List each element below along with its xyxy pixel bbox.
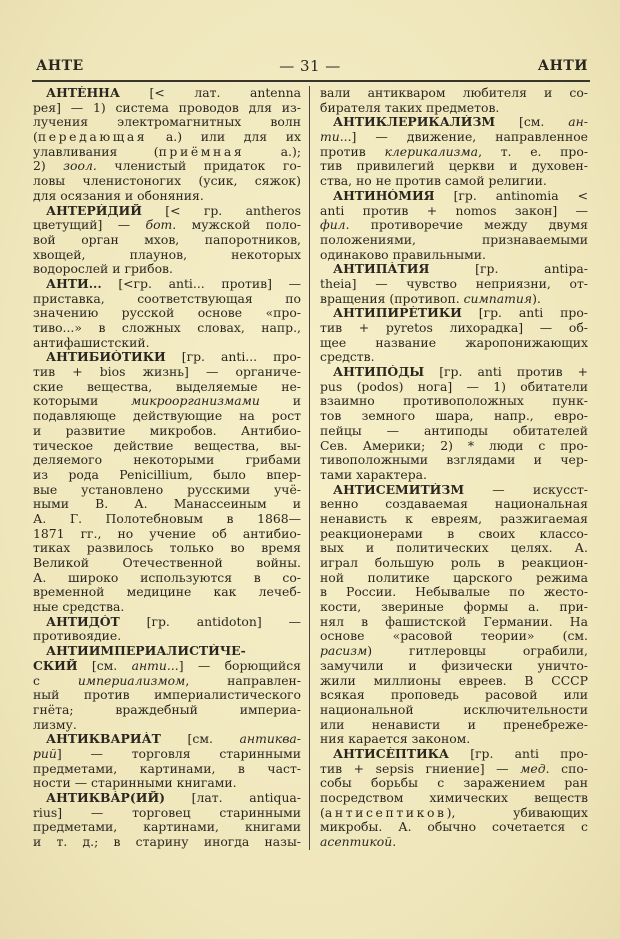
headword: АНТИПИРЕ́ТИКИ bbox=[333, 306, 462, 321]
text-run: в России. Небывалые по жесто- bbox=[320, 585, 588, 600]
text-line bbox=[33, 189, 301, 204]
text-line bbox=[320, 453, 588, 468]
text-run: и т. д.; в старину иногда назы- bbox=[33, 835, 301, 850]
text-run: рея] — 1) система проводов для из- bbox=[33, 100, 301, 115]
text-run: лучения электромагнитных волн bbox=[33, 115, 301, 130]
text-line bbox=[320, 306, 588, 321]
text-line bbox=[33, 262, 301, 277]
text-line bbox=[320, 820, 588, 835]
text-line bbox=[33, 233, 301, 248]
right-column bbox=[320, 86, 588, 850]
text-line bbox=[320, 277, 588, 292]
text-line bbox=[320, 703, 588, 718]
text-run: основе «расовой теории» (см. bbox=[320, 629, 588, 644]
text-line bbox=[320, 380, 588, 395]
text-line bbox=[320, 365, 588, 380]
text-run: вали антикваром любителя и со- bbox=[320, 86, 588, 100]
text-line bbox=[320, 115, 588, 130]
headword: АНТЕРИ́ДИЙ bbox=[46, 203, 142, 218]
text-run: противоядие. bbox=[33, 629, 122, 644]
text-run: Сев. Америки; 2) * люди с про- bbox=[320, 438, 588, 453]
text-run: антифашистский. bbox=[33, 335, 150, 350]
text-run: а.); bbox=[244, 144, 301, 159]
text-line bbox=[320, 409, 588, 424]
text-line bbox=[33, 365, 301, 380]
text-line bbox=[320, 762, 588, 777]
text-run: ), убивающих bbox=[446, 805, 588, 820]
text-run: играл большую роль в реакцион- bbox=[320, 556, 588, 570]
text-line bbox=[320, 556, 588, 571]
headword: АНТИПА́ТИЯ bbox=[333, 262, 430, 277]
text-line bbox=[33, 101, 301, 116]
text-run: цветущий] — bbox=[33, 218, 146, 233]
text-run: предметами, картинами, в част- bbox=[33, 761, 301, 776]
text-line bbox=[33, 791, 301, 806]
text-line bbox=[320, 571, 588, 586]
spaced-term: передающая bbox=[37, 130, 148, 145]
text-run: ) гитлеровцы ограбили, bbox=[367, 644, 588, 659]
running-head-right: АНТИ bbox=[537, 58, 588, 74]
text-run: микробы. А. обычно сочетается с bbox=[320, 820, 588, 835]
column-divider bbox=[309, 86, 310, 850]
text-line bbox=[320, 159, 588, 174]
text-run: тиво...» в сложных словах, напр., bbox=[33, 321, 301, 335]
text-line bbox=[33, 732, 301, 747]
text-run: [см. bbox=[495, 115, 569, 130]
text-run: временной медицине как лечеб- bbox=[33, 585, 301, 600]
text-line bbox=[33, 277, 301, 292]
text-line bbox=[33, 453, 301, 468]
text-line bbox=[320, 145, 588, 160]
text-run: бирателя таких предметов. bbox=[320, 100, 500, 115]
text-run: ] — торговля старинными bbox=[56, 746, 301, 761]
text-run: — искусст- bbox=[464, 482, 588, 497]
text-line bbox=[33, 527, 301, 542]
text-line bbox=[320, 174, 588, 189]
spaced-term: приёмная bbox=[158, 144, 245, 159]
text-line bbox=[33, 380, 301, 395]
text-line bbox=[320, 659, 588, 674]
text-line bbox=[33, 350, 301, 365]
text-line bbox=[320, 394, 588, 409]
text-run: из рода Penicillium, было впер- bbox=[33, 467, 301, 482]
text-run: предметами, картинами, книгами bbox=[33, 820, 301, 835]
text-line bbox=[320, 585, 588, 600]
text-run: pus (podos) нога] — 1) обитатели bbox=[320, 379, 588, 394]
text-run: противоречие между двумя bbox=[349, 218, 588, 233]
text-line bbox=[320, 218, 588, 233]
italic-term: микроорганизмами bbox=[131, 394, 260, 409]
text-run: для осязания и обоняния. bbox=[33, 188, 204, 203]
text-run: тами характера. bbox=[320, 467, 427, 482]
text-line bbox=[320, 644, 588, 659]
italic-term: ти... bbox=[320, 130, 352, 145]
text-line bbox=[320, 776, 588, 791]
italic-term: империализмом bbox=[77, 673, 186, 688]
headword: АНТИИМПЕРИАЛИСТИ́ЧЕ- bbox=[46, 644, 246, 659]
text-run: [<гр. anti... против] — bbox=[101, 276, 301, 291]
headword: АНТИКВА́Р(ИЙ) bbox=[46, 791, 166, 805]
text-run: с bbox=[33, 673, 78, 688]
text-run: тив + bios жизнь] — органиче- bbox=[33, 365, 301, 380]
page-number: — 31 — bbox=[279, 57, 341, 75]
text-run: которыми bbox=[33, 394, 132, 409]
text-line bbox=[33, 321, 301, 336]
italic-term: симпатия bbox=[463, 291, 533, 306]
italic-term: зоол. bbox=[63, 159, 97, 174]
text-line bbox=[320, 101, 588, 116]
text-line bbox=[320, 806, 588, 821]
text-run: кости, звериные формы а. при- bbox=[320, 600, 588, 615]
text-run: ( bbox=[33, 130, 38, 145]
text-line bbox=[33, 688, 301, 703]
text-line bbox=[320, 233, 588, 248]
text-run: [гр. anti против + bbox=[424, 365, 588, 380]
text-run: ности — старинными книгами. bbox=[33, 776, 237, 791]
text-line bbox=[33, 615, 301, 630]
text-run: [< лат. antenna bbox=[119, 86, 301, 100]
text-line bbox=[320, 791, 588, 806]
italic-term: рий bbox=[33, 746, 57, 761]
text-run: приставка, соответствующая по bbox=[33, 291, 301, 306]
text-line bbox=[320, 336, 588, 351]
text-line bbox=[320, 527, 588, 542]
text-run: ные средства. bbox=[33, 600, 125, 615]
text-line bbox=[320, 541, 588, 556]
text-line bbox=[320, 292, 588, 307]
text-run: А. широко используются в со- bbox=[33, 570, 301, 585]
text-run: тив + sepsis гниение] — bbox=[320, 761, 521, 776]
text-line bbox=[33, 806, 301, 821]
text-line bbox=[33, 747, 301, 762]
text-line bbox=[320, 468, 588, 483]
text-run: мужской поло- bbox=[176, 218, 301, 233]
headword: АНТЕ́ННА bbox=[46, 86, 120, 100]
headword: АНТИБИО́ТИКИ bbox=[46, 350, 166, 365]
text-line bbox=[33, 424, 301, 439]
text-line bbox=[33, 541, 301, 556]
text-line bbox=[33, 336, 301, 351]
text-run: венно создаваемая национальная bbox=[320, 497, 588, 512]
text-line bbox=[33, 600, 301, 615]
text-run: водорослей и грибов. bbox=[33, 262, 173, 277]
text-run: а.) или для их bbox=[147, 130, 301, 145]
headword: АНТИ... bbox=[46, 276, 102, 291]
text-line bbox=[33, 718, 301, 733]
text-line bbox=[33, 204, 301, 219]
text-line bbox=[33, 835, 301, 850]
text-line bbox=[33, 674, 301, 689]
text-line bbox=[320, 600, 588, 615]
text-line bbox=[320, 350, 588, 365]
text-line bbox=[320, 483, 588, 498]
text-run: вые установлено русскими учё- bbox=[33, 482, 301, 497]
text-run: лизму. bbox=[33, 717, 77, 732]
text-run: пейцы — антиподы обитателей bbox=[320, 423, 588, 438]
text-line bbox=[33, 174, 301, 189]
left-column bbox=[33, 86, 301, 850]
text-run: щее название жаропонижающих bbox=[320, 335, 588, 350]
italic-term: фил. bbox=[320, 218, 350, 233]
text-run: собы борьбы с заражением ран bbox=[320, 776, 588, 791]
text-line bbox=[320, 204, 588, 219]
text-line bbox=[320, 732, 588, 747]
text-line bbox=[320, 439, 588, 454]
text-run: [гр. antipa- bbox=[429, 262, 588, 277]
text-run: всякая проповедь расовой или bbox=[320, 688, 588, 703]
text-line bbox=[33, 115, 301, 130]
text-run: тов земного шара, напр., евро- bbox=[320, 409, 588, 424]
italic-term: ан- bbox=[568, 115, 588, 130]
header-rule bbox=[32, 80, 590, 82]
text-line bbox=[33, 776, 301, 791]
text-run: замучили и физически уничто- bbox=[320, 658, 588, 673]
text-run: ] — борющийся bbox=[178, 658, 301, 673]
text-line bbox=[33, 762, 301, 777]
text-run: реакционерами в своих классо- bbox=[320, 526, 588, 541]
text-run: . bbox=[392, 835, 397, 850]
text-line bbox=[33, 512, 301, 527]
text-line bbox=[320, 321, 588, 336]
text-line bbox=[33, 439, 301, 454]
spaced-term: антисептиков bbox=[324, 805, 447, 820]
text-run: ловы членистоногих (усик, сяжок) bbox=[33, 174, 301, 189]
text-run: улавливания ( bbox=[33, 144, 159, 159]
text-run: и развитие микробов. Антибио- bbox=[33, 423, 301, 438]
text-line bbox=[33, 409, 301, 424]
text-line bbox=[320, 497, 588, 512]
text-run: хвощей, плаунов, некоторых bbox=[33, 247, 301, 262]
headword: СКИЙ bbox=[33, 658, 78, 673]
text-run: [< гр. antheros bbox=[141, 203, 301, 218]
text-line bbox=[33, 820, 301, 835]
text-run: ] — движение, направленное bbox=[351, 130, 588, 145]
headword: АНТИСЕМИТИ́ЗМ bbox=[333, 482, 465, 497]
text-run: подавляюще действующие на рост bbox=[33, 409, 301, 424]
text-line bbox=[320, 512, 588, 527]
text-line bbox=[320, 86, 588, 101]
text-run: , т. е. про- bbox=[478, 144, 588, 159]
text-line bbox=[33, 306, 301, 321]
italic-term: антиква- bbox=[239, 732, 301, 747]
text-line bbox=[33, 292, 301, 307]
text-line bbox=[33, 145, 301, 160]
headword: АНТИПО́ДЫ bbox=[333, 365, 425, 380]
text-run: или ненависти и пренебреже- bbox=[320, 717, 588, 732]
text-line bbox=[320, 718, 588, 733]
text-run: [гр. antinomia < bbox=[434, 188, 588, 203]
text-run: [гр. anti... про- bbox=[165, 350, 301, 365]
text-run: вых и политических целях. А. bbox=[320, 541, 588, 556]
text-run: ния карается законом. bbox=[320, 732, 471, 747]
text-run: спо- bbox=[549, 761, 588, 776]
text-run: тическое действие вещества, вы- bbox=[33, 438, 301, 453]
headword: АНТИНО́МИЯ bbox=[333, 188, 435, 203]
text-run: взаимно противоположных пунк- bbox=[320, 394, 588, 409]
text-run: anti против + nomos закон] — bbox=[320, 203, 588, 218]
text-line bbox=[33, 629, 301, 644]
text-run: тив привилегий церкви и духовен- bbox=[320, 159, 588, 174]
headword: АНТИДО́Т bbox=[46, 614, 120, 629]
text-line bbox=[320, 262, 588, 277]
text-run: ной политике царского режима bbox=[320, 570, 588, 585]
text-run: ненависть к евреям, разжигаемая bbox=[320, 511, 588, 526]
text-run: нял в фашистской Германии. На bbox=[320, 614, 588, 629]
text-run: и bbox=[259, 394, 301, 409]
text-line bbox=[33, 248, 301, 263]
text-run: тив + pyretos лихорадка] — об- bbox=[320, 321, 588, 335]
text-run: национальной исключительности bbox=[320, 702, 588, 717]
text-line bbox=[320, 130, 588, 145]
text-line bbox=[33, 218, 301, 233]
headword: АНТИКВАРИА́Т bbox=[46, 732, 161, 747]
text-line bbox=[33, 130, 301, 145]
text-line bbox=[33, 659, 301, 674]
text-line bbox=[33, 394, 301, 409]
text-run: против bbox=[320, 144, 385, 159]
text-run: значению русской основе «про- bbox=[33, 306, 301, 321]
text-line bbox=[33, 497, 301, 512]
italic-term: расизм bbox=[320, 644, 368, 659]
italic-term: анти... bbox=[131, 658, 179, 673]
text-line bbox=[320, 688, 588, 703]
text-run: деляемого некоторыми грибами bbox=[33, 453, 301, 468]
text-run: жили миллионы евреев. В СССР bbox=[320, 673, 588, 688]
text-run: [гр. antidoton] — bbox=[119, 614, 301, 629]
text-line bbox=[33, 585, 301, 600]
text-run: А. Г. Полотебновым в 1868— bbox=[33, 511, 301, 526]
text-run: [см. bbox=[77, 658, 132, 673]
text-line bbox=[33, 703, 301, 718]
text-run: посредством химических веществ bbox=[320, 791, 588, 805]
text-line bbox=[33, 483, 301, 498]
text-run: тивоположными взглядами и чер- bbox=[320, 453, 588, 468]
text-run: [лат. antiqua- bbox=[165, 791, 301, 805]
italic-term: клерикализма bbox=[384, 144, 479, 159]
text-run: средств. bbox=[320, 350, 375, 365]
italic-term: бот. bbox=[145, 218, 177, 233]
text-run: ские вещества, выделяемые не- bbox=[33, 379, 301, 394]
text-line bbox=[33, 159, 301, 174]
text-line bbox=[33, 644, 301, 659]
text-run: Великой Отечественной войны. bbox=[33, 556, 301, 570]
text-run: членистый придаток го- bbox=[96, 159, 301, 174]
text-run: 1871 гг., но учение об антибио- bbox=[33, 526, 301, 541]
text-run: ными В. А. Манассеиным и bbox=[33, 497, 301, 512]
text-run: [см. bbox=[160, 732, 240, 747]
text-run: тиках развилось только во время bbox=[33, 541, 301, 556]
text-line bbox=[320, 189, 588, 204]
text-run: гнёта; враждебный империа- bbox=[33, 702, 301, 717]
italic-term: асептикой bbox=[320, 835, 393, 850]
text-run: , направлен- bbox=[185, 673, 301, 688]
text-line bbox=[320, 615, 588, 630]
text-run: [гр. anti про- bbox=[461, 306, 588, 321]
running-head-left: АНТЕ bbox=[36, 58, 84, 74]
text-run: [гр. anti про- bbox=[449, 746, 588, 761]
text-run: ный против империалистического bbox=[33, 688, 301, 703]
text-run: ). bbox=[532, 291, 541, 306]
text-run: ства, но не против самой религии. bbox=[320, 174, 547, 189]
text-run: 2) bbox=[33, 159, 64, 174]
italic-term: мед. bbox=[520, 761, 550, 776]
text-run: rius] — торговец старинными bbox=[33, 805, 301, 820]
text-line bbox=[33, 468, 301, 483]
text-line bbox=[320, 248, 588, 263]
text-line bbox=[320, 629, 588, 644]
text-line bbox=[320, 835, 588, 850]
text-run: ( bbox=[320, 805, 325, 820]
text-run: одинаково правильными. bbox=[320, 247, 486, 262]
text-line bbox=[33, 571, 301, 586]
headword: АНТИСЕ́ПТИКА bbox=[333, 746, 450, 761]
text-run: положениями, признаваемыми bbox=[320, 232, 588, 247]
text-run: вращения (противоп. bbox=[320, 291, 464, 306]
text-line bbox=[320, 674, 588, 689]
text-line bbox=[320, 424, 588, 439]
text-line bbox=[33, 556, 301, 571]
text-run: вой орган мхов, папоротников, bbox=[33, 232, 301, 247]
headword: АНТИКЛЕРИКАЛИ́ЗМ bbox=[333, 115, 496, 130]
text-line bbox=[33, 86, 301, 101]
text-line bbox=[320, 747, 588, 762]
text-run: theia] — чувство неприязни, от- bbox=[320, 276, 588, 291]
